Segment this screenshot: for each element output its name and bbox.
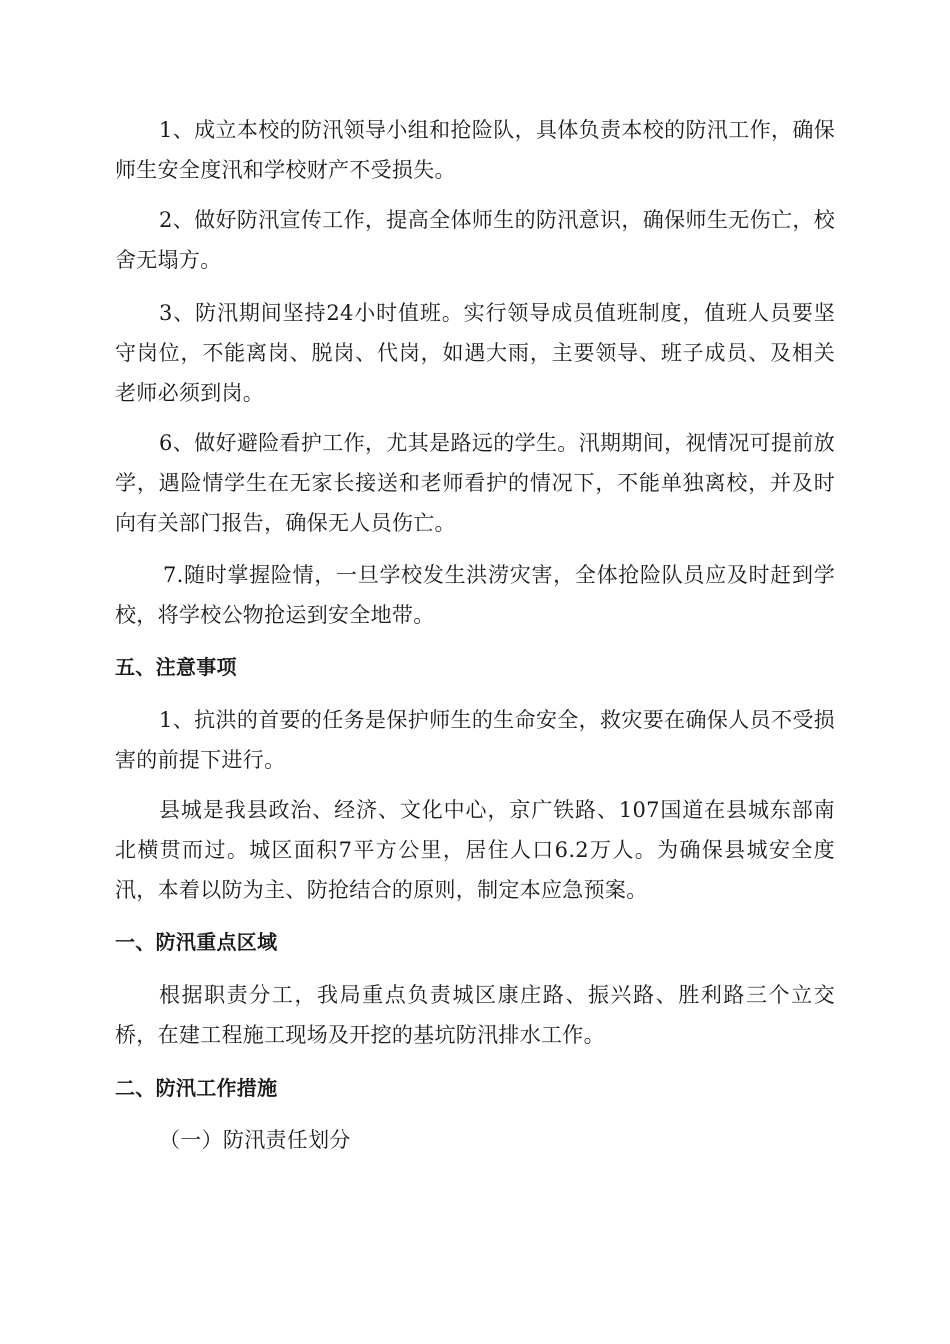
paragraph-1: 1、成立本校的防汛领导小组和抢险队，具体负责本校的防汛工作，确保师生安全度汛和学校财产不受损失。 — [115, 118, 835, 182]
heading-notes: 五、注意事项 — [115, 655, 237, 679]
heading-measures: 二、防汛工作措施 — [115, 1076, 278, 1100]
paragraph-3: 3、防汛期间坚持24小时值班。实行领导成员值班制度，值班人员要坚守岗位，不能离岗、脱岗、代岗，如遇大雨，主要领导、班子成员、及相关老师必须到岗。 — [115, 301, 835, 405]
paragraph-7: 7.随时掌握险情，一旦学校发生洪涝灾害，全体抢险队员应及时赶到学校，将学校公物抢运到安全地带。 — [115, 563, 835, 627]
paragraph-areas: 根据职责分工，我局重点负责城区康庄路、振兴路、胜利路三个立交桥，在建工程施工现场及开挖的基坑防汛排水工作。 — [115, 983, 835, 1047]
paragraph-2: 2、做好防汛宣传工作，提高全体师生的防汛意识，确保师生无伤亡，校舍无塌方。 — [115, 208, 835, 272]
paragraph-note-1: 1、抗洪的首要的任务是保护师生的生命安全，救灾要在确保人员不受损害的前提下进行。 — [115, 708, 835, 772]
subheading-responsibility: （一）防汛责任划分 — [159, 1128, 351, 1152]
heading-key-areas: 一、防汛重点区域 — [115, 930, 278, 954]
paragraph-6: 6、做好避险看护工作，尤其是路远的学生。汛期期间，视情况可提前放学，遇险情学生在无家长接送和老师看护的情况下，不能单独离校，并及时向有关部门报告，确保无人员伤亡。 — [115, 431, 835, 535]
paragraph-county: 县城是我县政治、经济、文化中心，京广铁路、107国道在县城东部南北横贯而过。城区面积7平方公里，居住人口6.2万人。为确保县城安全度汛，本着以防为主、防抢结合的原则，制定本应急预案。 — [115, 798, 835, 902]
